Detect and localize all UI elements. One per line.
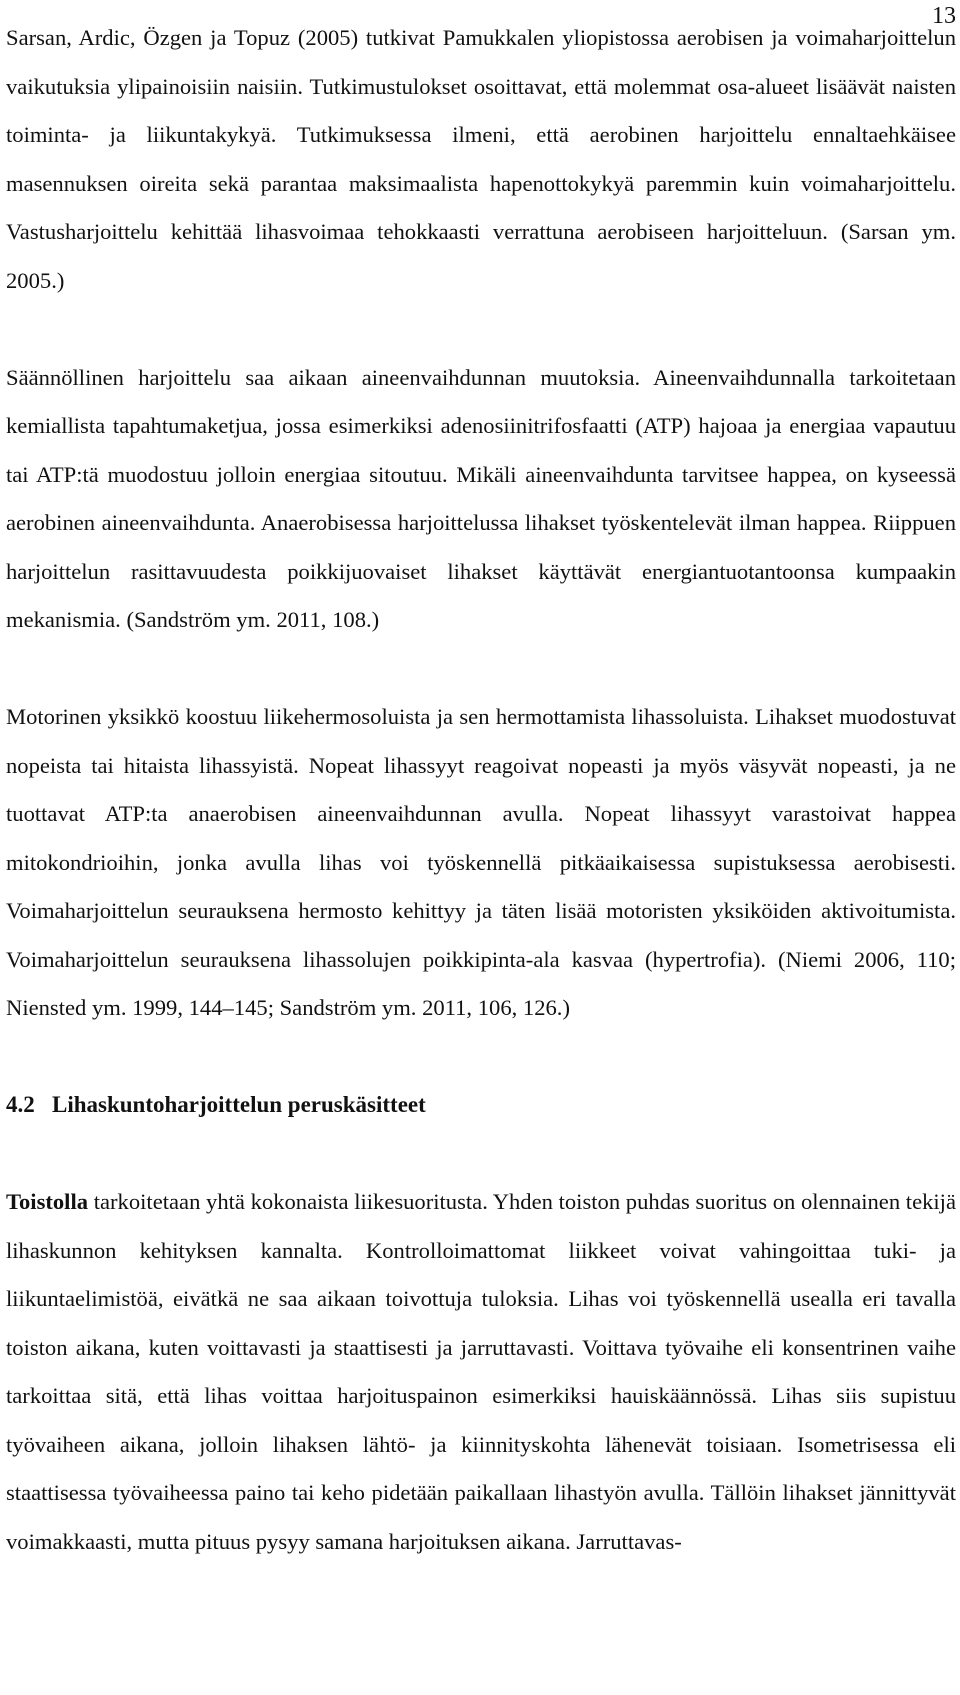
paragraph-spacer <box>6 645 956 694</box>
paragraph-motor-unit: Motorinen yksikkö koostuu liikehermosoluista ja sen hermottamista lihassoluista. Lihakset muodostuvat nopeista tai hitaista lihassyistä. Nopeat lihassyyt reagoivat nopeasti ja myös väsyvät nopeasti, ja ne tuottavat ATP:ta anaerobisen aineenvaihdunnan avulla. Nopeat lihassyyt varastoivat happea mitokondrioihin, jonka avulla lihas voi työskennellä pitkäaikaisessa supistuksessa aerobisesti. Voimaharjoittelun seurauksena hermosto kehittyy ja täten lisää motoristen yksiköiden aktivoitumista. Voimaharjoittelun seurauksena lihassolujen poikkipinta-ala kasvaa (hypertrofia). (Niemi 2006, 110; Niensted ym. 1999, 144–145; Sandström ym. 2011, 106, 126.) <box>6 704 956 1020</box>
paragraph-spacer <box>6 305 956 354</box>
paragraph-spacer <box>6 1130 956 1179</box>
paragraph-metabolism: Säännöllinen harjoittelu saa aikaan aineenvaihdunnan muutoksia. Aineenvaihdunnalla tarkoitetaan kemiallista tapahtumaketjua, jossa esimerkiksi adenosiinitrifosfaatti (ATP) hajoaa ja energiaa vapautuu tai ATP:tä muodostuu jolloin energiaa sitoutuu. Mikäli aineenvaihdunta tarvitsee happea, on kyseessä aerobinen aineenvaihdunta. Anaerobisessa harjoittelussa lihakset työskentelevät ilman happea. Riippuen harjoittelun rasittavuudesta poikkijuovaiset lihakset käyttävät energiantuotantoonsa kumpaakin mekanismia. (Sandström ym. 2011, 108.) <box>6 364 956 632</box>
document-body <box>6 14 956 1566</box>
section-title: Lihaskuntoharjoittelun peruskäsitteet <box>52 1092 426 1117</box>
paragraph-repetition <box>6 1178 956 1566</box>
section-number: 4.2 <box>6 1092 35 1117</box>
paragraph-spacer <box>6 1033 956 1082</box>
paragraph-repetition-text: tarkoitetaan yhtä kokonaista liikesuoritusta. Yhden toiston puhdas suoritus on olennainen tekijä lihaskunnon kehityksen kannalta. Kontrolloimattomat liikkeet voivat vahingoittaa tuki- ja liikuntaelimistöä, eivätkä ne saa aikaan toivottuja tuloksia. Lihas voi työskennellä usealla eri tavalla toiston aikana, kuten voittavasti ja staattisesti ja jarruttavasti. Voittava työvaihe eli konsentrinen vaihe tarkoittaa sitä, että lihas voittaa harjoituspainon esimerkiksi hauiskäännössä. Lihas siis supistuu työvaiheen aikana, jolloin lihaksen lähtö- ja kiinnityskohta lähenevät toisiaan. Isometrisessa eli staattisessa työvaiheessa paino tai keho pidetään paikallaan lihastyön avulla. Tällöin lihakset jännittyvät voimakkaasti, mutta pituus pysyy samana harjoituksen aikana. Jarruttavas- <box>6 1189 956 1554</box>
defined-term: Toistolla <box>6 1189 89 1214</box>
section-heading <box>6 1081 956 1130</box>
page-number: 13 <box>932 3 956 29</box>
paragraph-sarsan-study: Sarsan, Ardic, Özgen ja Topuz (2005) tutkivat Pamukkalen yliopistossa aerobisen ja voimaharjoittelun vaikutuksia ylipainoisiin naisiin. Tutkimustulokset osoittavat, että molemmat osa-alueet lisäävät naisten toiminta- ja liikuntakykyä. Tutkimuksessa ilmeni, että aerobinen harjoittelu ennaltaehkäisee masennuksen oireita sekä parantaa maksimaalista hapenottokykyä paremmin kuin voimaharjoittelu. Vastusharjoittelu kehittää lihasvoimaa tehokkaasti verrattuna aerobiseen harjoitteluun. (Sarsan ym. 2005.) <box>6 25 956 293</box>
